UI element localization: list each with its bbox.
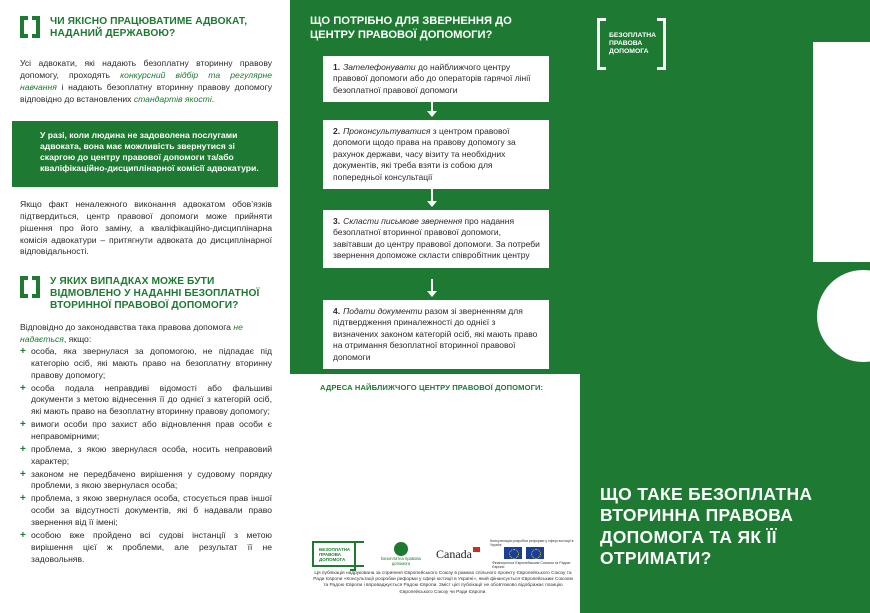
partner-logos xyxy=(312,539,574,569)
list-item: + особа подала неправдиві відомості або фальшиві документи з метою віднесення її до однієї з категорій осіб, які мають право на безоплатну вторинну правову допомогу; xyxy=(20,383,272,419)
bracket-right-icon xyxy=(32,16,40,38)
step-number: 1. xyxy=(333,62,341,72)
list-item: + проблема, з якою звернулася особа, стосується прав іншої особи за відсутності документів, які б надавали право звернення від її імені; xyxy=(20,493,272,529)
step-3 xyxy=(323,210,549,268)
section1-paragraph xyxy=(20,58,272,105)
middle-panel xyxy=(290,0,580,613)
section2-title: У ЯКИХ ВИПАДКАХ МОЖЕ БУТИ ВІДМОВЛЕНО У НАДАННІ БЕЗОПЛАТНОЇ ВТОРИННОЇ ПРАВОВОЇ ДОПОМОГИ? xyxy=(50,276,260,312)
step-text: разом зі зверненням для підтвердження приналежності до однієї з визначених законом категорій осіб, які мають право на отримання безоплатної вторинної правової допомоги xyxy=(333,306,538,362)
decorative-circle xyxy=(817,270,870,362)
free-legal-aid-logo: Безоплатна правова допомога xyxy=(376,541,426,567)
step-number: 4. xyxy=(333,306,341,316)
step-text: про надання безоплатної вторинної правової допомоги, завітавши до центру правової допомоги. За потреби звернення допоможе скласти співробітник центру xyxy=(333,216,540,261)
step-action: Подати документи xyxy=(343,306,423,316)
canada-flag-icon xyxy=(473,547,480,552)
cover-logo xyxy=(597,18,673,70)
eu-caption: Консультація розробки реформи у сфері юстиції в Україні xyxy=(489,539,574,547)
cover-logo-text: БЕЗОПЛАТНА ПРАВОВА ДОПОМОГА xyxy=(609,32,657,56)
eu-flag-icon xyxy=(504,547,522,559)
canada-logo xyxy=(436,547,480,562)
text-run: . xyxy=(211,93,215,104)
arrow-down-icon xyxy=(431,279,433,291)
eu-caption-2: Фінансується Європейським Союзом та Радою Європи xyxy=(491,561,571,569)
section2-heading xyxy=(20,276,282,313)
list-item: + особою вже пройдено всі судові інстанції з метою вирішення цієї ж проблеми, але результат її не задовольняв. xyxy=(20,530,272,566)
bracket-left-icon xyxy=(20,276,28,298)
text-run: і надають безоплатну вторинну правову допомогу відповідно до встановлених xyxy=(20,81,272,104)
decorative-bar xyxy=(813,42,870,262)
text-run: Усі адвокати, які надають безоплатну вторинну правову допомогу, проходять xyxy=(20,58,272,80)
eu-coe-logo xyxy=(490,539,574,569)
step-text: з центром правової допомоги щодо права на правову допомогу за рахунок держави, часу візиту та необхідних документів, які треба взяти із собою для попередньої консультації xyxy=(333,126,516,182)
text-run: Відповідно до законодавства така правова допомога xyxy=(20,322,234,332)
bracket-right-icon xyxy=(32,276,40,298)
address-label: АДРЕСА НАЙБЛИЖЧОГО ЦЕНТРУ ПРАВОВОЇ ДОПОМОГИ: xyxy=(320,383,544,392)
steps-title: ЩО ПОТРІБНО ДЛЯ ЗВЕРНЕННЯ ДО ЦЕНТРУ ПРАВОВОЇ ДОПОМОГИ? xyxy=(310,15,512,41)
cover-panel xyxy=(580,0,870,613)
arrow-down-icon xyxy=(431,189,433,201)
funding-disclaimer: Ця публікація надрукована за сприяння Європейського Союзу в рамках спільного проекту Європейського Союзу та Ради Європи «Консультації розробки реформи у сфері юстиції в Україні», який фінансується Європейським Союзом та Радою Європи і впроваджується Радою Європи. Зміст цієї публікації не обов’язково відображає позицію Європейського Союзу чи Ради Європи. xyxy=(313,571,573,595)
complaint-callout: У разі, коли людина не задоволена послугами адвоката, вона має можливість звернутися зі скаргою до центру правової допомоги та/або кваліфікаційно-дисциплінарної комісії адвокатури. xyxy=(12,121,278,187)
council-of-europe-icon xyxy=(526,547,544,559)
step-action: Проконсультуватися xyxy=(343,126,431,136)
emphasis-text: конкурсний відбір та регулярне навчання xyxy=(20,69,272,92)
section1-heading xyxy=(20,16,280,40)
list-item: + вимоги особи про захист або відновлення прав особи є неправомірними; xyxy=(20,419,272,443)
step-1 xyxy=(323,56,549,102)
section1-title: ЧИ ЯКІСНО ПРАЦЮВАТИМЕ АДВОКАТ, НАДАНИЙ ДЕРЖАВОЮ? xyxy=(50,16,248,40)
section2-intro xyxy=(20,322,272,346)
emphasis-text: стандартів якості xyxy=(133,93,212,104)
list-item: + проблема, з якою звернулася особа, носить неправовий характер; xyxy=(20,444,272,468)
step-text: до найближчого центру правової допомоги або до операторів гарячої лінії безоплатної правової допомоги xyxy=(333,62,531,95)
refusal-list xyxy=(20,346,272,566)
cover-title: ЩО ТАКЕ БЕЗОПЛАТНА ВТОРИННА ПРАВОВА ДОПОМОГА ТА ЯК ЇЇ ОТРИМАТИ? xyxy=(600,484,813,569)
section1-paragraph-2: Якщо факт неналежного виконання адвокатом обов’язків підтвердиться, центр правової допомоги може прийняти рішення про його заміну, а кваліфікаційно-дисциплінарна комісія адвокатури – притягнути адвоката до дисциплінарної відповідальності. xyxy=(20,199,272,257)
bracket-left-icon xyxy=(597,18,606,70)
left-panel xyxy=(0,0,290,613)
bracket-left-icon xyxy=(20,16,28,38)
list-item: + законом не передбачено вирішення у судовому порядку проблеми, з якою звернулася особа; xyxy=(20,469,272,493)
list-item: + особа, яка звернулася за допомогою, не підпадає під категорію осіб, які мають право на безоплатну вторинну правову допомогу; xyxy=(20,346,272,382)
text-run: , якщо: xyxy=(63,333,92,344)
step-number: 3. xyxy=(333,216,341,226)
emphasis-text: не надається xyxy=(20,322,243,344)
step-action: Скласти письмове звернення xyxy=(343,216,463,226)
step-number: 2. xyxy=(333,126,341,136)
step-2 xyxy=(323,120,549,189)
step-action: Зателефонувати xyxy=(343,62,416,72)
step-4 xyxy=(323,300,549,369)
arrow-down-icon xyxy=(431,99,433,111)
canada-wordmark: Canada xyxy=(436,546,472,561)
legal-aid-logo: БЕЗОПЛАТНА ПРАВОВА ДОПОМОГА xyxy=(312,541,364,567)
